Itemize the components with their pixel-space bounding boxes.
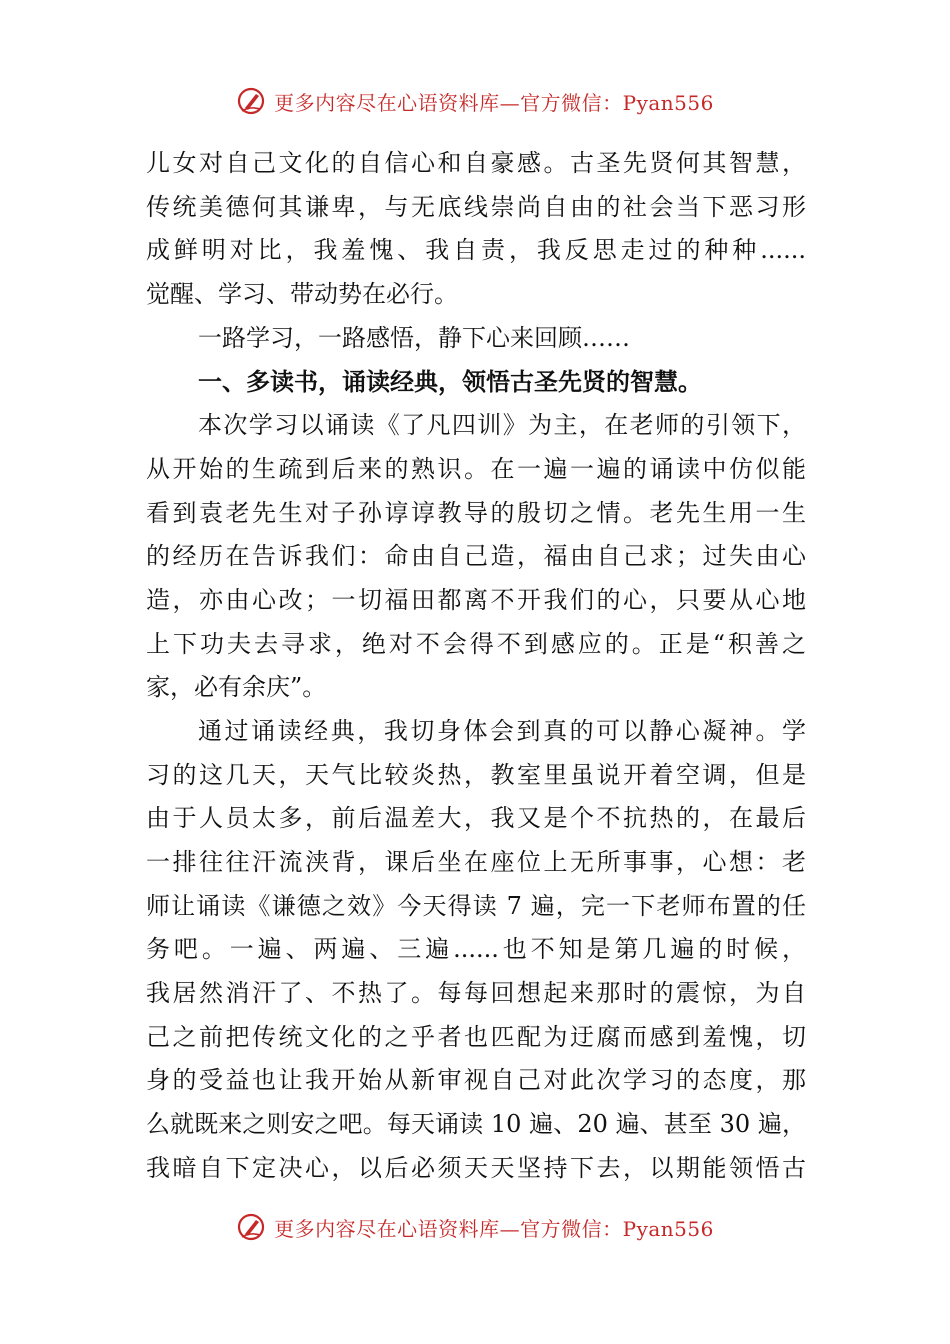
body-line: 么就既来之则安之吧。每天诵读 10 遍、20 遍、甚至 30 遍， [146,1110,806,1139]
body-line: 觉醒、学习、带动势在必行。 [146,280,458,309]
body-line: 身的受益也让我开始从新审视自己对此次学习的态度，那 [146,1066,806,1095]
body-line: 习的这几天，天气比较炎热，教室里虽说开着空调，但是 [146,760,806,789]
body-line: 传统美德何其谦卑，与无底线崇尚自由的社会当下恶习形 [146,192,806,221]
body-line: 我暗自下定决心，以后必须天天坚持下去，以期能领悟古 [146,1153,806,1182]
body-line: 我居然消汗了、不热了。每每回想起来那时的震惊，为自 [146,979,806,1008]
document-body [146,142,806,1191]
body-line: 儿女对自己文化的自信心和自豪感。古圣先贤何其智慧， [146,149,806,177]
body-line: 本次学习以诵读《了凡四训》为主，在老师的引领下， [198,411,806,440]
body-line: 的经历在告诉我们：命由自己造，福由自己求；过失由心 [146,542,806,571]
body-line: 由于人员太多，前后温差大，我又是个不抗热的，在最后 [146,804,806,833]
body-line: 务吧。一遍、两遍、三遍......也不知是第几遍的时候， [146,935,806,964]
pen-logo-icon [236,1212,266,1242]
body-line: 看到袁老先生对子孙谆谆教导的殷切之情。老先生用一生 [146,498,806,527]
body-line: 上下功夫去寻求，绝对不会得不到感应的。正是“积善之 [146,629,806,658]
body-line: 一排往往汗流浃背，课后坐在座位上无所事事，心想：老 [146,848,806,876]
body-line: 成鲜明对比，我羞愧、我自责，我反思走过的种种...... [146,236,806,265]
footer-banner-text: 更多内容尽在心语资料库—官方微信：Pyan556 [274,1216,714,1241]
header-banner [0,86,950,116]
body-line: 从开始的生疏到后来的熟识。在一遍一遍的诵读中仿似能 [146,454,806,483]
body-line: 师让诵读《谦德之效》今天得读 7 遍，完一下老师布置的任 [146,891,806,920]
body-line: 造，亦由心改；一切福田都离不开我们的心，只要从心地 [146,585,806,614]
body-line: 通过诵读经典，我切身体会到真的可以静心凝神。学 [198,716,806,745]
body-line: 己之前把传统文化的之乎者也匹配为迂腐而感到羞愧，切 [146,1022,806,1051]
section-heading: 一、多读书，诵读经典，领悟古圣先贤的智慧。 [198,367,702,397]
body-line: 家，必有余庆”。 [146,673,327,702]
pen-logo-icon [236,86,266,116]
body-line: 一路学习，一路感悟，静下心来回顾…… [198,323,630,352]
footer-banner [0,1212,950,1242]
header-banner-text: 更多内容尽在心语资料库—官方微信：Pyan556 [274,90,714,115]
